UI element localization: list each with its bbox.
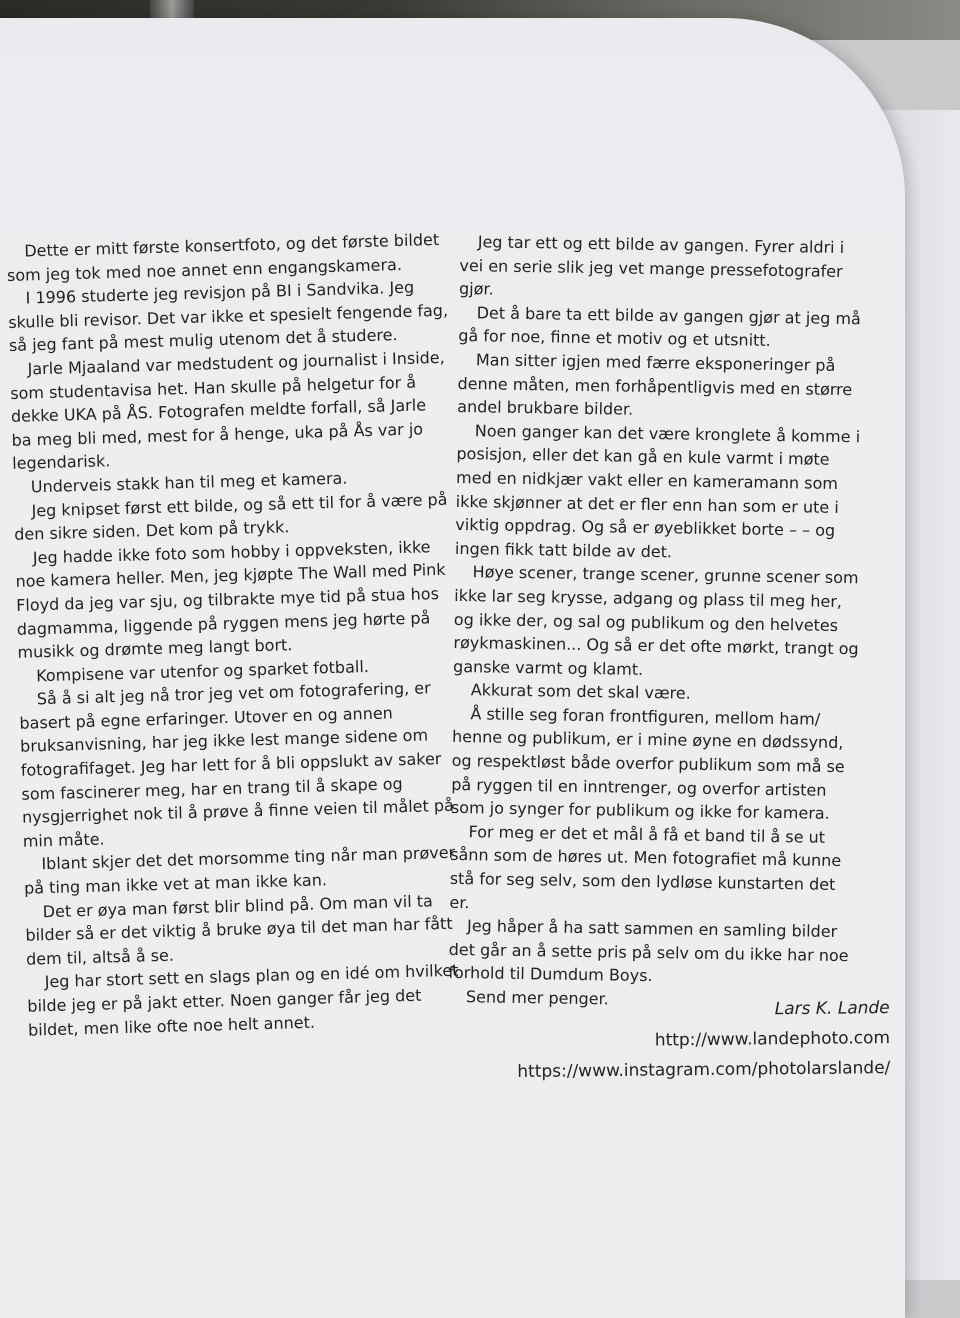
- paragraph: Høye scener, trange scener, grunne scener som ikke lar seg krysse, adgang og plass til meg her, og ikke der, og sal og publikum og den helvetes røykmaskinen... Og så er det ofte mørkt, trangt og ganske varmt og klamt.: [452, 562, 859, 679]
- paragraph: Jeg hadde ikke foto som hobby i oppveksten, ikke noe kamera heller. Men, jeg kjøpte The Wall med Pink Floyd da jeg var sju, og tilbrakte mye tid på stua hos dagmamma, liggende på ryggen mens jeg hørte på musikk og drømte meg langt bort.: [15, 536, 446, 662]
- paragraph: Så å si alt jeg nå tror jeg vet om fotografering, er basert på egne erfaringer. Utover en og annen bruksanvisning, har jeg ikke lest mange sidene om fotografifaget. Jeg har lett for å bli oppslukt av saker som fascinerer meg, har en trang til å skape og nysgjerrighet nok til å prøve å finne veien til målet på min måte.: [19, 678, 455, 851]
- paragraph: Det er øya man først blir blind på. Om man vil ta bilder så er det viktig å bruke øya til det man har fått dem til, altså å se.: [25, 890, 453, 969]
- paragraph: I 1996 studerte jeg revisjon på BI i Sandvika. Jeg skulle bli revisor. Det var ikke et spesielt fengende fag, så jeg fant på mest mulig utenom det å studere.: [8, 277, 449, 356]
- paragraph: Dette er mitt første konsertfoto, og det første bildet som jeg tok med noe annet enn engangskamera.: [6, 229, 440, 285]
- signature-block: [516, 993, 890, 1087]
- paragraph: Å stille seg foran frontfiguren, mellom ham/ henne og publikum, er i mine øyne en dødssynd, og respektløst både overfor publikum som må se på ryggen til en inntrenger, og overfor artisten som jo synger for publikum og ikke for kamera.: [450, 704, 845, 824]
- paragraph: Iblant skjer det det morsomme ting når man prøver på ting man ikke vet at man ikke kan.: [23, 843, 456, 898]
- paragraph: Kompisene var utenfor og sparket fotball.: [35, 656, 370, 686]
- paragraph: Jeg har stort sett en slags plan og en idé om hvilket bilde jeg er på jakt etter. Noen ganger får jeg det bildet, men like ofte noe helt annet.: [27, 961, 459, 1040]
- author-name: Lars K. Lande: [774, 998, 890, 1020]
- right-text-column: [448, 230, 870, 1015]
- paragraph: Jeg håper å ha satt sammen en samling bilder det går an å sette pris på selv om du ikke har noe forhold til Dumdum Boys.: [448, 916, 849, 986]
- instagram-link: https://www.instagram.com/photolarslande/: [517, 1058, 891, 1082]
- website-link: http://www.landephoto.com: [654, 1028, 891, 1051]
- left-text-column: [6, 228, 468, 1042]
- paragraph: Jeg tar ett og ett bilde av gangen. Fyrer aldri i vei en serie slik jeg vet mange pressefotografer gjør.: [458, 232, 845, 299]
- paragraph: Underveis stakk han til meg et kamera.: [30, 468, 348, 497]
- paragraph: For meg er det et mål å få et band til å se ut sånn som de høres ut. Men fotografiet må kunne stå for seg selv, som den lydløse kunstarten det er.: [449, 822, 842, 912]
- paragraph: Jarle Mjaaland var medstudent og journalist i Inside, som studentavisa het. Han skulle på helgetur for å dekke UKA på ÅS. Fotografen meldte forfall, så Jarle ba meg bli med, mest for å henge, uka på Ås var jo legendarisk.: [10, 347, 445, 474]
- paragraph: Noen ganger kan det være kronglete å komme i posisjon, eller det kan gå en kule varmt i møte med en nidkjær vakt eller en kameramann som ikke skjønner at det er fler enn han som er ute i viktig oppdrag. Og så er øyeblikket borte – – og ingen fikk tatt bilde av det.: [454, 421, 861, 562]
- paragraph: Akkurat som det skal være.: [470, 680, 691, 703]
- paragraph: Jeg knipset først ett bilde, og så ett til for å være på den sikre siden. Det kom på trykk.: [13, 489, 448, 545]
- paragraph: Send mer penger.: [465, 987, 609, 1009]
- paragraph: Det å bare ta ett bilde av gangen gjør at jeg må gå for noe, finne et motiv og et utsnitt.: [458, 303, 861, 351]
- paragraph: Man sitter igjen med færre eksponeringer på denne måten, men forhåpentligvis med en større andel brukbare bilder.: [457, 350, 853, 419]
